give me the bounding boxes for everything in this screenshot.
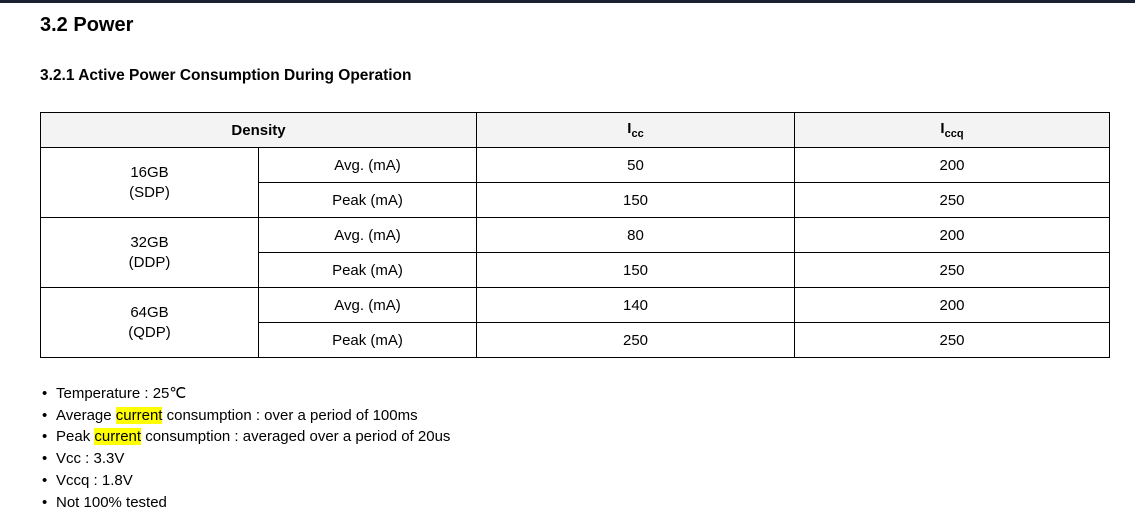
iccq-subscript: ccq <box>944 128 964 140</box>
iccq-value-cell: 250 <box>795 323 1110 358</box>
bullet-icon: • <box>42 450 48 468</box>
note-item <box>42 383 1109 405</box>
page-top-border <box>0 0 1135 3</box>
bullet-icon: • <box>42 406 48 424</box>
note-text <box>56 448 124 470</box>
icc-value-cell: 50 <box>477 148 795 183</box>
density-cell-64gb <box>41 288 259 358</box>
icc-value-cell: 140 <box>477 288 795 323</box>
iccq-value-cell: 200 <box>795 148 1110 183</box>
note-post: consumption : over a period of 100ms <box>162 406 418 424</box>
note-text <box>56 405 418 427</box>
note-item <box>42 405 1109 427</box>
note-item <box>42 492 1109 514</box>
icc-value-cell: 250 <box>477 323 795 358</box>
note-item <box>42 448 1109 470</box>
iccq-symbol: I <box>940 120 945 137</box>
density-line2: (SDP) <box>129 183 170 201</box>
icc-value-cell: 150 <box>477 253 795 288</box>
bullet-icon: • <box>42 385 48 402</box>
density-line1: 64GB <box>130 303 169 321</box>
table-row <box>41 148 1110 183</box>
note-text <box>56 426 450 448</box>
iccq-value-cell: 250 <box>795 183 1110 218</box>
table-header-row <box>41 113 1110 148</box>
iccq-column-header <box>795 113 1110 148</box>
note-highlight: current <box>115 406 163 424</box>
iccq-value-cell: 200 <box>795 288 1110 323</box>
note-pre: Temperature : 25℃ <box>56 385 187 402</box>
icc-column-header <box>477 113 795 148</box>
bullet-icon: • <box>42 428 48 446</box>
metric-label-cell: Avg. (mA) <box>259 218 477 253</box>
table-row <box>41 218 1110 253</box>
note-post: consumption : averaged over a period of 20us <box>141 428 451 446</box>
note-pre: Not 100% tested <box>56 493 167 511</box>
metric-label-cell: Peak (mA) <box>259 253 477 288</box>
density-line1: 32GB <box>130 233 169 251</box>
note-item <box>42 426 1109 448</box>
bullet-icon: • <box>42 493 48 511</box>
note-text <box>56 470 133 492</box>
icc-symbol: I <box>627 120 632 137</box>
density-line2: (QDP) <box>128 323 171 341</box>
density-cell-32gb <box>41 218 259 288</box>
section-title: 3.2 Power <box>40 14 134 36</box>
icc-subscript: cc <box>631 128 644 140</box>
density-line2: (DDP) <box>128 253 171 271</box>
note-text <box>56 383 186 405</box>
iccq-value-cell: 200 <box>795 218 1110 253</box>
table-row <box>41 288 1110 323</box>
note-pre: Vccq : 1.8V <box>56 471 133 489</box>
icc-value-cell: 80 <box>477 218 795 253</box>
density-column-header: Density <box>41 113 477 148</box>
iccq-value-cell: 250 <box>795 253 1110 288</box>
density-line1: 16GB <box>130 163 169 181</box>
note-item <box>42 470 1109 492</box>
note-pre: Peak <box>56 428 95 446</box>
density-cell-16gb <box>41 148 259 218</box>
metric-label-cell: Avg. (mA) <box>259 148 477 183</box>
metric-label-cell: Peak (mA) <box>259 183 477 218</box>
note-pre: Average <box>56 406 116 424</box>
active-power-consumption-table <box>40 112 1110 358</box>
note-pre: Vcc : 3.3V <box>56 450 125 468</box>
note-highlight: current <box>94 428 142 446</box>
metric-label-cell: Avg. (mA) <box>259 288 477 323</box>
bullet-icon: • <box>42 471 48 489</box>
metric-label-cell: Peak (mA) <box>259 323 477 358</box>
notes-list <box>40 383 1109 513</box>
subsection-title: 3.2.1 Active Power Consumption During Operation <box>40 67 412 84</box>
icc-value-cell: 150 <box>477 183 795 218</box>
note-text <box>56 492 167 514</box>
